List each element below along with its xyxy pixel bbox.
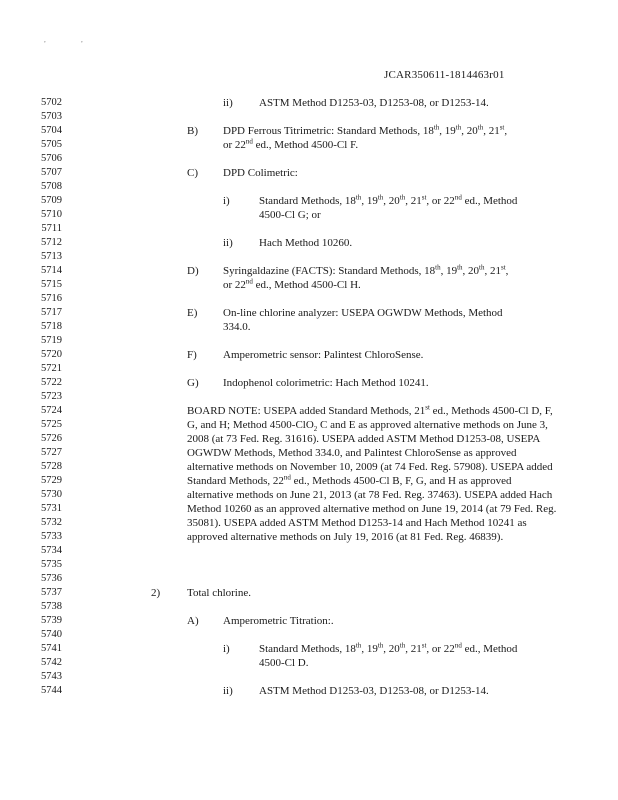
item-text: DPD Colimetric:: [223, 167, 298, 179]
item-label: B): [187, 125, 198, 137]
line-number: 5710: [41, 209, 62, 220]
line-number: 5722: [41, 377, 62, 388]
line-number: 5715: [41, 279, 62, 290]
line-number: 5718: [41, 321, 62, 332]
item-text: Amperometric sensor: Palintest ChloroSense.: [223, 349, 424, 361]
item-text: Syringaldazine (FACTS): Standard Methods, 18th, 19th, 20th, 21st,: [223, 263, 509, 277]
item-label: A): [187, 615, 199, 627]
margin-mark: ,: [81, 36, 83, 44]
line-number: 5743: [41, 671, 62, 682]
item-text: ASTM Method D1253-03, D1253-08, or D1253-14.: [259, 97, 489, 109]
item-text: Indophenol colorimetric: Hach Method 10241.: [223, 377, 429, 389]
line-number: 5702: [41, 97, 62, 108]
document-id-header: JCAR350611-1814463r01: [384, 69, 505, 81]
item-label: D): [187, 265, 199, 277]
line-number: 5742: [41, 657, 62, 668]
item-label: i): [223, 195, 230, 207]
line-number: 5727: [41, 447, 62, 458]
item-label: C): [187, 167, 198, 179]
item-text: Standard Methods, 18th, 19th, 20th, 21st, or 22nd ed., Method: [259, 641, 518, 655]
item-label: ii): [223, 97, 233, 109]
item-label: ii): [223, 685, 233, 697]
item-text: Hach Method 10260.: [259, 237, 353, 249]
line-number: 5744: [41, 685, 62, 696]
item-text: Standard Methods, 18th, 19th, 20th, 21st, or 22nd ed., Method: [259, 193, 518, 207]
line-number: 5733: [41, 531, 62, 542]
item-text: DPD Ferrous Titrimetric: Standard Methods, 18th, 19th, 20th, 21st,: [223, 123, 508, 137]
line-number: 5721: [41, 363, 62, 374]
line-number: 5707: [41, 167, 62, 178]
line-number: 5714: [41, 265, 62, 276]
item-text: Total chlorine.: [187, 587, 251, 599]
item-text: On-line chlorine analyzer: USEPA OGWDW Methods, Method: [223, 307, 503, 319]
item-text: or 22nd ed., Method 4500-Cl F.: [223, 137, 359, 151]
item-label: E): [187, 307, 198, 319]
line-number: 5725: [41, 419, 62, 430]
line-number: 5712: [41, 237, 62, 248]
line-number: 5713: [41, 251, 62, 262]
line-number: 5735: [41, 559, 62, 570]
line-number: 5726: [41, 433, 62, 444]
line-number: 5728: [41, 461, 62, 472]
margin-mark: ,: [44, 36, 46, 44]
line-number: 5741: [41, 643, 62, 654]
line-number: 5705: [41, 139, 62, 150]
line-number: 5734: [41, 545, 62, 556]
item-text: Amperometric Titration:.: [223, 615, 334, 627]
item-label: 2): [151, 587, 161, 599]
line-number: 5738: [41, 601, 62, 612]
line-number: 5709: [41, 195, 62, 206]
item-label: F): [187, 349, 197, 361]
line-number: 5708: [41, 181, 62, 192]
item-text: 4500-Cl G; or: [259, 209, 321, 221]
line-number: 5703: [41, 111, 62, 122]
line-number: 5731: [41, 503, 62, 514]
line-number: 5717: [41, 307, 62, 318]
item-label: i): [223, 643, 230, 655]
line-number: 5716: [41, 293, 62, 304]
line-number: 5704: [41, 125, 62, 136]
item-text: ASTM Method D1253-03, D1253-08, or D1253-14.: [259, 685, 489, 697]
line-number: 5723: [41, 391, 62, 402]
line-number: 5724: [41, 405, 62, 416]
item-label: ii): [223, 237, 233, 249]
line-number: 5719: [41, 335, 62, 346]
board-note: BOARD NOTE: USEPA added Standard Methods, 21st ed., Methods 4500-Cl D, F, G, and H; Method 4500-ClO$_2$ C and E as approved alternative methods on June 3, 2008 (at 73 Fed. Reg. 31616). USEPA added ASTM Method D1253-08, USEPA OGWDW Methods, Method 334.0, and Palintest ChloroSense as approved alternative methods on November 10, 2009 (at 74 Fed. Reg. 57908). USEPA added Standard Methods, 22nd ed., Methods 4500-Cl B, F, G, and H as approved alternative methods on June 21, 2013 (at 78 Fed. Reg. 37463). USEPA added Hach Method 10260 as an approved alternative method on June 19, 2014 (at 79 Fed. Reg. 35081). USEPA added ASTM Method D1253-14 and Hach Method 10241 as approved alternative methods on July 19, 2016 (at 81 Fed. Reg. 46839).: [187, 403, 557, 543]
line-number: 5730: [41, 489, 62, 500]
line-number: 5706: [41, 153, 62, 164]
item-text: or 22nd ed., Method 4500-Cl H.: [223, 277, 361, 291]
line-number: 5736: [41, 573, 62, 584]
line-number: 5720: [41, 349, 62, 360]
line-number: 5711: [41, 223, 62, 234]
line-number: 5737: [41, 587, 62, 598]
item-text: 4500-Cl D.: [259, 657, 309, 669]
line-number: 5740: [41, 629, 62, 640]
line-number: 5729: [41, 475, 62, 486]
item-text: 334.0.: [223, 321, 251, 333]
item-label: G): [187, 377, 199, 389]
line-number: 5739: [41, 615, 62, 626]
line-number: 5732: [41, 517, 62, 528]
